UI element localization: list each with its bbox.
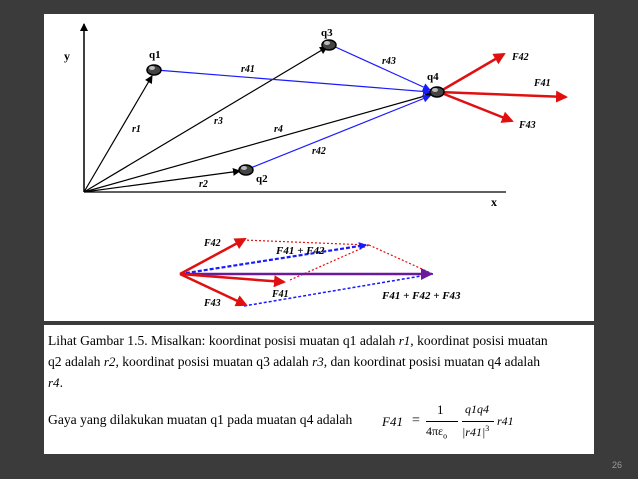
- force-F41: [439, 92, 566, 97]
- vector-r2: [84, 171, 240, 192]
- construction-line: [369, 245, 433, 274]
- formula-frac-bar-1: [426, 421, 458, 422]
- formula-frac-bar-2: [462, 421, 494, 422]
- formula-rhs: r41: [497, 414, 514, 428]
- vector-r3: [84, 47, 327, 192]
- symbol-r1: r1: [398, 333, 411, 348]
- formula-den-1-main: 4πε: [426, 424, 444, 438]
- paragraph-line-2: [48, 354, 540, 370]
- formula-num-1: 1: [437, 402, 444, 417]
- symbol-r4: r4: [48, 375, 60, 390]
- vector-r43: [331, 45, 430, 90]
- label-F41: F41: [534, 78, 551, 89]
- paragraph-line-3: [48, 375, 63, 391]
- label-q4: q4: [427, 71, 439, 83]
- formula-lhs: F41: [382, 414, 403, 429]
- force-F43: [439, 92, 512, 121]
- formula-equals: =: [412, 413, 420, 428]
- symbol-r2: r2: [103, 354, 116, 369]
- diagram-panel: [44, 14, 594, 321]
- force-F42: [439, 54, 504, 92]
- vector-r41: [156, 70, 430, 92]
- paragraph-line-1: [48, 333, 548, 349]
- x-axis-label: x: [491, 195, 497, 209]
- label-sum-F41: F41: [272, 289, 289, 300]
- formula-den-1: [426, 424, 447, 440]
- formula-den-2-main: |r41|: [462, 425, 486, 439]
- text-panel: [44, 325, 594, 454]
- text-segment: .: [59, 375, 63, 390]
- symbol-r3: r3: [312, 354, 324, 369]
- label-r41: r41: [241, 64, 255, 75]
- charge-q3: [322, 40, 336, 50]
- formula-den-1-sub: o: [443, 431, 448, 441]
- text-segment: , koordinat posisi muatan: [410, 333, 548, 348]
- formula-num-2: q1q4: [465, 402, 489, 416]
- label-r3: r3: [214, 116, 223, 127]
- text-segment: Gaya yang dilakukan muatan q1 pada muatan q4 adalah: [48, 412, 353, 427]
- charge-q4: [430, 87, 444, 97]
- text-segment: , dan koordinat posisi muatan q4 adalah: [323, 354, 541, 369]
- label-r2: r2: [199, 179, 208, 190]
- text-segment: Lihat Gambar 1.5. Misalkan: koordinat posisi muatan q1 adalah: [48, 333, 396, 348]
- label-r43: r43: [382, 56, 396, 67]
- charge-q1: [147, 65, 161, 75]
- paragraph-line-4: [48, 412, 352, 428]
- label-r1: r1: [132, 124, 141, 135]
- label-r42: r42: [312, 146, 326, 157]
- coulomb-formula: [382, 400, 582, 448]
- label-sum-F41-F42: F41 + F42: [276, 245, 325, 257]
- label-q1: q1: [149, 49, 161, 61]
- label-q3: q3: [321, 27, 333, 39]
- label-sum-F43: F43: [204, 298, 221, 309]
- text-segment: , koordinat posisi muatan q3 adalah: [115, 354, 309, 369]
- label-F42: F42: [512, 52, 529, 63]
- label-F43: F43: [519, 120, 536, 131]
- label-q2: q2: [256, 173, 268, 185]
- formula-den-2: [462, 424, 489, 440]
- label-sum-total: F41 + F42 + F43: [382, 290, 461, 302]
- text-segment: q2 adalah: [48, 354, 101, 369]
- label-r4: r4: [274, 124, 283, 135]
- page-number: 26: [611, 460, 622, 470]
- force-diagram: [44, 14, 594, 321]
- formula-exponent: 3: [485, 424, 490, 433]
- charge-q2: [239, 165, 253, 175]
- label-sum-F42: F42: [204, 238, 221, 249]
- vector-r1: [84, 76, 152, 192]
- y-axis-label: y: [64, 49, 70, 63]
